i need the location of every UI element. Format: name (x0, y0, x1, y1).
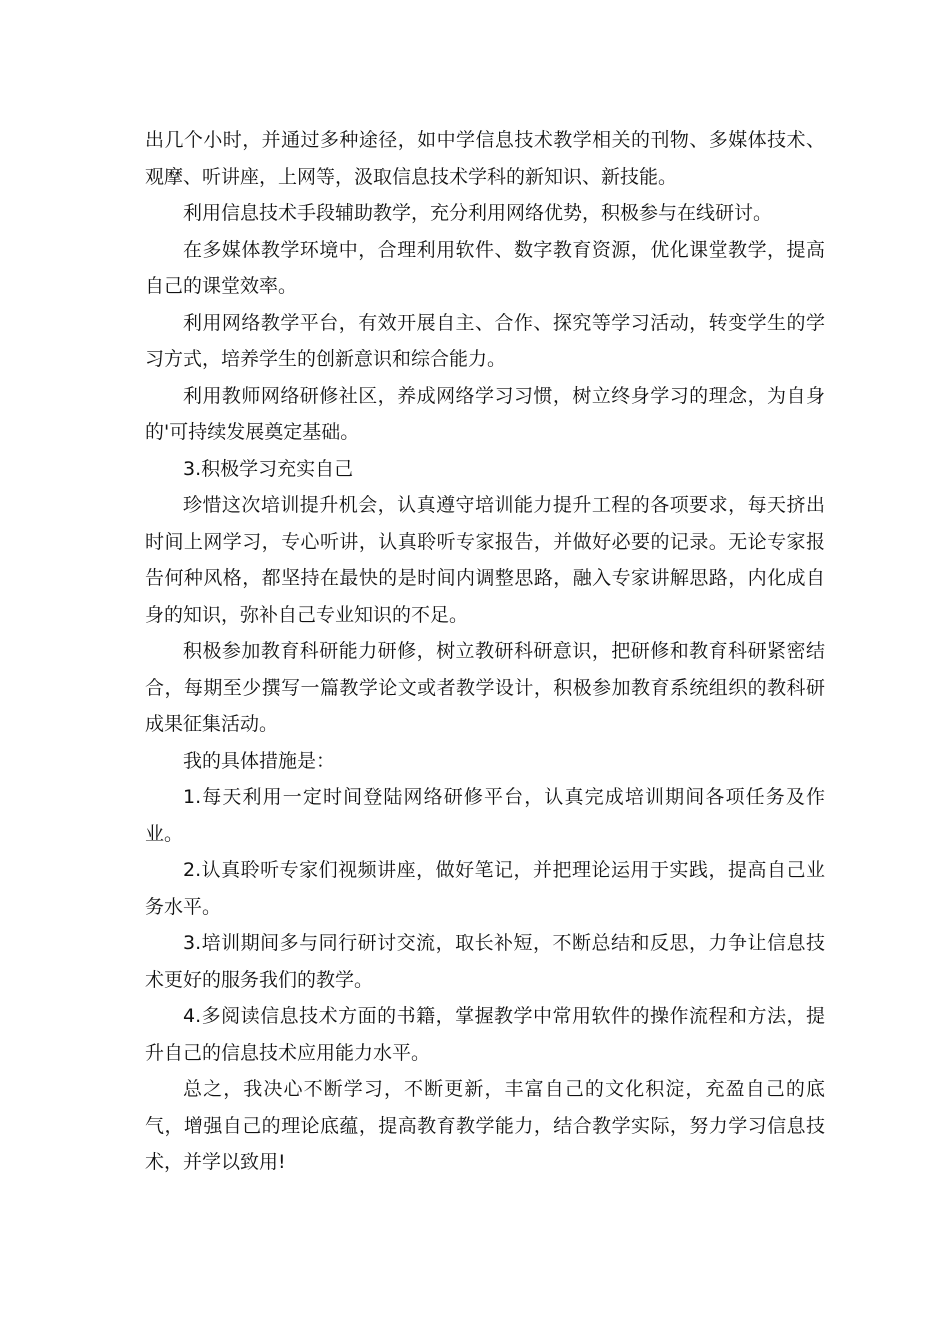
paragraph: 我的具体措施是： (183, 749, 336, 772)
list-item: 3.培训期间多与同行研讨交流，取长补短，不断总结和反思，力争让信息技术更好的服务我们的教学。 (145, 932, 825, 991)
section-heading: 3.积极学习充实自己 (183, 457, 354, 480)
list-item: 4.多阅读信息技术方面的书籍，掌握教学中常用软件的操作流程和方法，提升自己的信息技术应用能力水平。 (145, 1005, 825, 1064)
paragraph-continued: 出几个小时，并通过多种途径，如中学信息技术教学相关的刊物、多媒体技术、观摩、听讲座，上网等，汲取信息技术学科的新知识、新技能。 (145, 129, 825, 188)
document-page (145, 122, 825, 1181)
paragraph: 利用网络教学平台，有效开展自主、合作、探究等学习活动，转变学生的学习方式，培养学生的创新意识和综合能力。 (145, 311, 825, 370)
list-item: 2.认真聆听专家们视频讲座，做好笔记，并把理论运用于实践，提高自己业务水平。 (145, 859, 825, 918)
paragraph: 利用信息技术手段辅助教学，充分利用网络优势，积极参与在线研讨。 (183, 202, 773, 224)
paragraph: 积极参加教育科研能力研修，树立教研科研意识，把研修和教育科研紧密结合，每期至少撰写一篇教学论文或者教学设计，积极参加教育系统组织的教科研成果征集活动。 (145, 640, 825, 735)
paragraph: 在多媒体教学环境中，合理利用软件、数字教育资源，优化课堂教学，提高自己的课堂效率。 (145, 238, 825, 297)
paragraph: 利用教师网络研修社区，养成网络学习习惯，树立终身学习的理念，为自身的'可持续发展奠定基础。 (145, 384, 825, 443)
paragraph: 珍惜这次培训提升机会，认真遵守培训能力提升工程的各项要求，每天挤出时间上网学习，专心听讲，认真聆听专家报告，并做好必要的记录。无论专家报告何种风格，都坚持在最快的是时间内调整思路，融入专家讲解思路，内化成自身的知识，弥补自己专业知识的不足。 (145, 494, 825, 626)
paragraph: 总之，我决心不断学习，不断更新，丰富自己的文化积淀，充盈自己的底气，增强自己的理论底蕴，提高教育教学能力，结合教学实际，努力学习信息技术，并学以致用! (145, 1078, 825, 1173)
list-item: 1.每天利用一定时间登陆网络研修平台，认真完成培训期间各项任务及作业。 (145, 786, 825, 845)
